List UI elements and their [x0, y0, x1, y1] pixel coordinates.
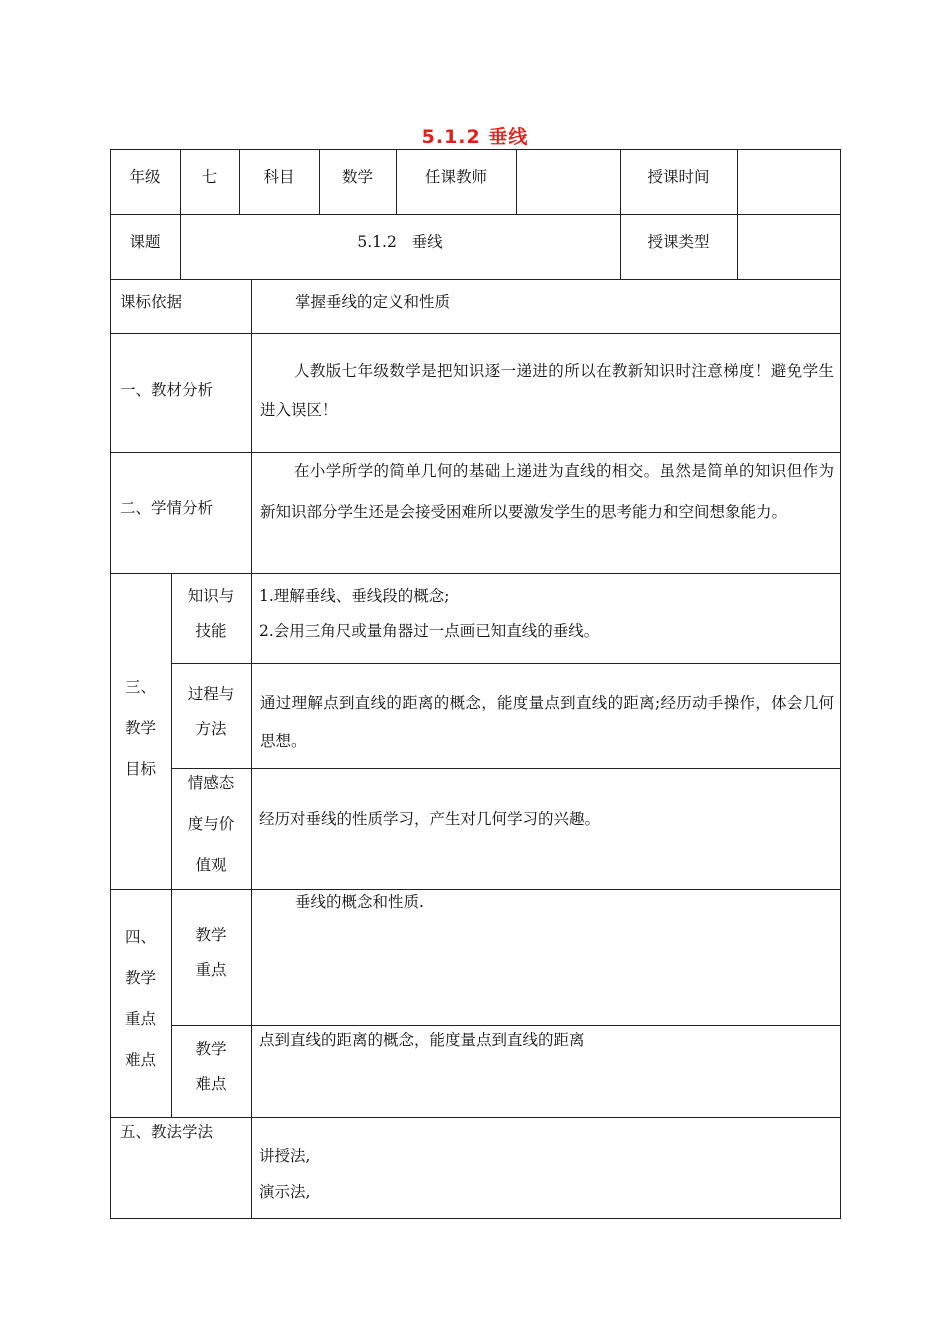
method-item-1: 讲授法,	[259, 1147, 311, 1165]
students-content: 在小学所学的简单几何的基础上递进为直线的相交。虽然是简单的知识但作为新知识部分学生还是会接受困难所以要激发学生的思考能力和空间想象能力。	[260, 462, 834, 521]
time-label: 授课时间	[647, 168, 710, 186]
methods-label: 五、教法学法	[120, 1123, 214, 1141]
lesson-type-label: 授课类型	[647, 233, 710, 251]
table-border	[110, 333, 841, 334]
topic-value: 5.1.2 垂线	[357, 233, 443, 251]
table-border	[171, 1025, 841, 1026]
table-border	[840, 149, 841, 1219]
difficulty-label-line-2: 难点	[195, 1075, 227, 1093]
process-label-line-1: 过程与	[187, 685, 235, 703]
table-border	[171, 768, 841, 769]
keypoints-label-line-3: 重点	[124, 1010, 156, 1028]
standard-label: 课标依据	[120, 293, 183, 311]
table-border	[110, 1117, 841, 1118]
goals-label-line-1: 三、	[124, 678, 156, 696]
keypoints-label-line-4: 难点	[124, 1051, 156, 1069]
process-content: 通过理解点到直线的距离的概念，能度量点到直线的距离;经历动手操作，体会几何思想。	[260, 694, 834, 750]
subject-value: 数学	[341, 168, 373, 186]
emotion-label-line-1: 情感态	[187, 774, 235, 792]
grade-value: 七	[201, 168, 218, 186]
table-border	[110, 889, 841, 890]
keypoints-label-line-1: 四、	[124, 928, 156, 946]
focus-label-line-1: 教学	[195, 926, 227, 944]
table-border	[110, 573, 841, 574]
table-border	[110, 149, 841, 150]
difficulty-content: 点到直线的距离的概念，能度量点到直线的距离	[259, 1031, 585, 1049]
subject-label: 科目	[263, 168, 295, 186]
method-item-2: 演示法,	[259, 1183, 311, 1201]
keypoints-label-line-2: 教学	[124, 969, 156, 987]
table-border	[516, 149, 517, 214]
focus-content: 垂线的概念和性质.	[295, 893, 424, 911]
table-border	[171, 663, 841, 664]
emotion-label-line-3: 值观	[195, 856, 227, 874]
focus-label-line-2: 重点	[195, 961, 227, 979]
emotion-content: 经历对垂线的性质学习，产生对几何学习的兴趣。	[259, 810, 601, 828]
knowledge-item-2: 2.会用三角尺或量角器过一点画已知直线的垂线。	[259, 622, 600, 640]
textbook-content: 人教版七年级数学是把知识逐一递进的所以在教新知识时注意梯度！避免学生进入误区！	[260, 362, 834, 419]
goals-label-line-3: 目标	[124, 760, 156, 778]
page-title: 5.1.2 垂线	[421, 126, 529, 148]
textbook-label: 一、教材分析	[120, 381, 214, 399]
knowledge-label-line-1: 知识与	[187, 587, 235, 605]
table-border	[737, 149, 738, 279]
goals-label-line-2: 教学	[124, 719, 156, 737]
process-label-line-2: 方法	[195, 720, 227, 738]
emotion-label-line-2: 度与价	[187, 815, 235, 833]
grade-label: 年级	[129, 168, 161, 186]
difficulty-label-line-1: 教学	[195, 1040, 227, 1058]
table-border	[110, 214, 841, 215]
table-border	[110, 279, 841, 280]
topic-label: 课题	[129, 233, 161, 251]
standard-content: 掌握垂线的定义和性质	[295, 293, 451, 311]
knowledge-item-1: 1.理解垂线、垂线段的概念;	[259, 587, 450, 605]
knowledge-label-line-2: 技能	[195, 622, 227, 640]
students-label: 二、学情分析	[120, 499, 214, 517]
table-border	[251, 279, 252, 1219]
teacher-label: 任课教师	[424, 168, 487, 186]
table-border	[110, 1218, 841, 1219]
